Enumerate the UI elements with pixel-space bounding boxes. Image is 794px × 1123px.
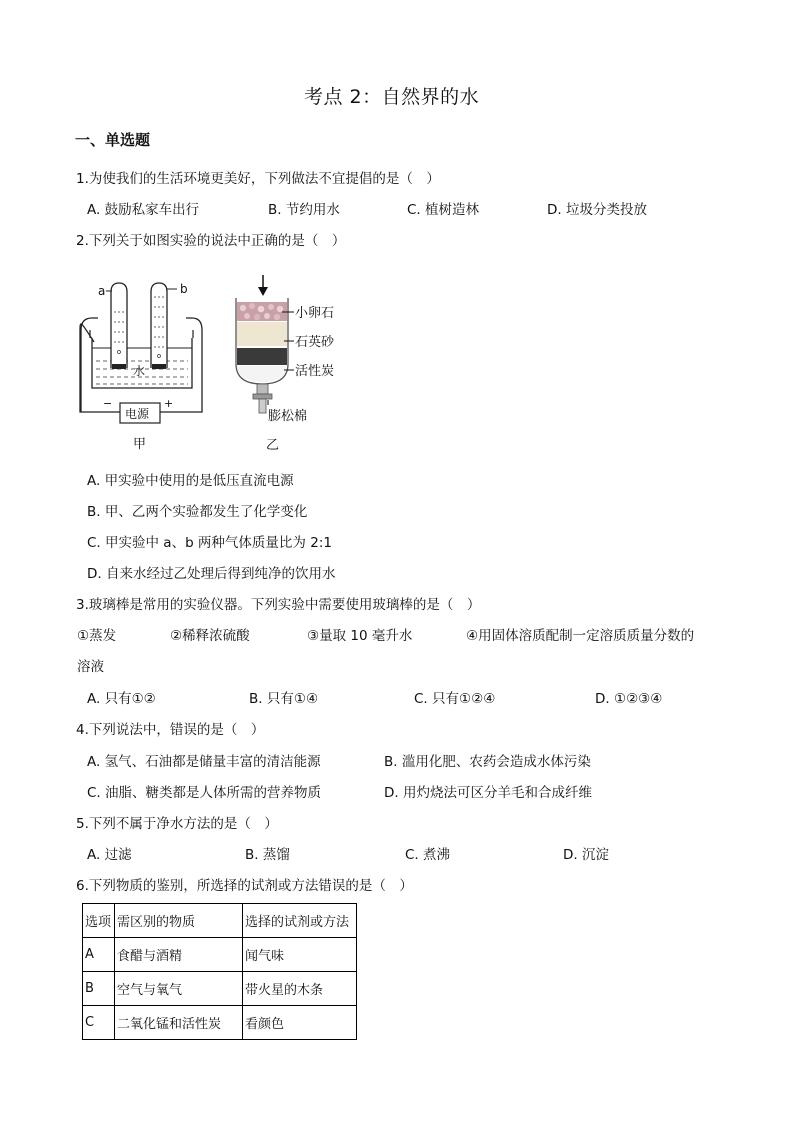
water-label: 水 <box>133 364 146 378</box>
question-3-stem: 3.玻璃棒是常用的实验仪器。下列实验中需要使用玻璃棒的是（ ） <box>76 597 481 613</box>
question-5-option-b[interactable]: B. 蒸馏 <box>245 847 290 863</box>
question-3-item-1: ①蒸发 <box>77 628 117 644</box>
table-cell: 食醋与酒精 <box>115 938 243 972</box>
question-2-stem: 2.下列关于如图实验的说法中正确的是（ ） <box>76 233 346 249</box>
question-3-option-c[interactable]: C. 只有①②④ <box>414 691 496 707</box>
section-heading: 一、单选题 <box>75 131 151 149</box>
question-4-stem: 4.下列说法中，错误的是（ ） <box>76 722 265 738</box>
question-3-item-3: ③量取 10 毫升水 <box>307 628 413 644</box>
question-4-option-a[interactable]: A. 氢气、石油都是储量丰富的清洁能源 <box>87 754 321 770</box>
question-4-option-c[interactable]: C. 油脂、糖类都是人体所需的营养物质 <box>87 785 322 801</box>
question-1-option-c[interactable]: C. 植树造林 <box>407 202 480 218</box>
tube-b-label: b <box>180 282 188 296</box>
question-2-option-d[interactable]: D. 自来水经过乙处理后得到纯净的饮用水 <box>87 566 336 582</box>
power-supply-label: 电源 <box>125 407 150 421</box>
question-5-stem: 5.下列不属于净水方法的是（ ） <box>76 816 278 832</box>
question-4-option-b[interactable]: B. 滥用化肥、农药会造成水体污染 <box>384 754 591 770</box>
figure-yi-caption: 乙 <box>266 438 280 453</box>
table-cell: 空气与氧气 <box>115 972 243 1006</box>
water-purifier-figure <box>228 272 338 457</box>
table-cell: C <box>83 1006 115 1040</box>
table-cell: 带火星的木条 <box>243 972 357 1006</box>
layer-activated-carbon-label: 活性炭 <box>295 364 335 379</box>
minus-sign: − <box>103 397 113 410</box>
question-1-option-b[interactable]: B. 节约用水 <box>268 202 340 218</box>
question-2-option-b[interactable]: B. 甲、乙两个实验都发生了化学变化 <box>87 504 308 520</box>
question-4-option-d[interactable]: D. 用灼烧法可区分羊毛和合成纤维 <box>384 785 592 801</box>
table-header-cell: 需区别的物质 <box>115 904 243 938</box>
table-header-cell: 选择的试剂或方法 <box>243 904 357 938</box>
question-2-option-a[interactable]: A. 甲实验中使用的是低压直流电源 <box>87 473 294 489</box>
question-1-stem: 1.为使我们的生活环境更美好，下列做法不宜提倡的是（ ） <box>76 171 440 187</box>
question-3-option-b[interactable]: B. 只有①④ <box>249 691 319 707</box>
question-3-item-4-continued: 溶液 <box>77 659 104 675</box>
electrolysis-apparatus-figure <box>78 272 218 457</box>
table-cell: B <box>83 972 115 1006</box>
question-2-option-c[interactable]: C. 甲实验中 a、b 两种气体质量比为 2:1 <box>87 535 332 551</box>
layer-pebbles-label: 小卵石 <box>295 306 335 321</box>
layer-quartz-sand-label: 石英砂 <box>295 335 335 350</box>
table-row <box>83 972 357 1006</box>
question-3-item-4: ④用固体溶质配制一定溶质质量分数的 <box>466 628 695 644</box>
table-header-cell: 选项 <box>83 904 115 938</box>
question-5-option-d[interactable]: D. 沉淀 <box>563 847 609 863</box>
question-6-stem: 6.下列物质的鉴别，所选择的试剂或方法错误的是（ ） <box>76 878 413 894</box>
question-5-option-a[interactable]: A. 过滤 <box>87 847 132 863</box>
figure-jia-caption: 甲 <box>133 437 147 452</box>
question-5-option-c[interactable]: C. 煮沸 <box>405 847 451 863</box>
layer-cotton-label: 膨松棉 <box>268 409 308 424</box>
plus-sign: + <box>164 397 174 410</box>
tube-a-label: a <box>98 284 106 298</box>
question-3-item-2: ②稀释浓硫酸 <box>170 628 250 644</box>
question-6-table <box>82 903 357 1040</box>
table-header-row <box>83 904 357 938</box>
table-cell: 看颜色 <box>243 1006 357 1040</box>
question-1-option-a[interactable]: A. 鼓励私家车出行 <box>87 202 200 218</box>
page-title: 考点 2：自然界的水 <box>304 86 480 108</box>
table-cell: A <box>83 938 115 972</box>
table-cell: 二氧化锰和活性炭 <box>115 1006 243 1040</box>
table-cell: 闻气味 <box>243 938 357 972</box>
question-3-option-d[interactable]: D. ①②③④ <box>595 691 663 707</box>
question-3-option-a[interactable]: A. 只有①② <box>87 691 156 707</box>
question-1-option-d[interactable]: D. 垃圾分类投放 <box>547 202 647 218</box>
table-row <box>83 1006 357 1040</box>
table-row <box>83 938 357 972</box>
